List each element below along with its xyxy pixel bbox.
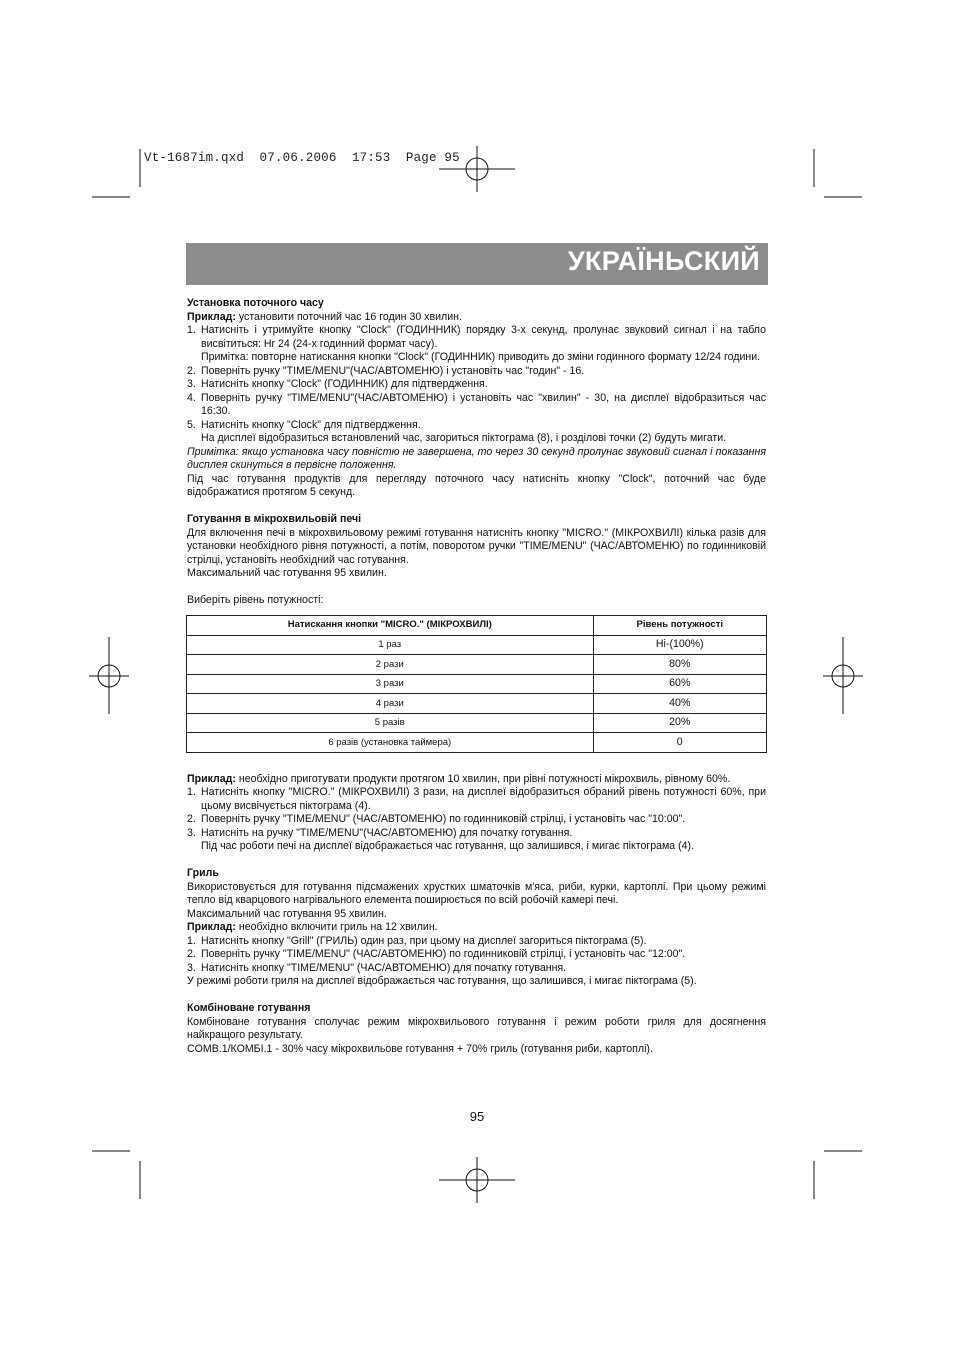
paragraph: Комбіноване готування сполучає режим мікрохвильового готування і режим роботи гриля для досягнення найкращого результату. bbox=[187, 1015, 766, 1041]
step-text: Натисніть і утримуйте кнопку "Clock" (ГОДИННИК) порядку 3-х секунд, пролунає звуковий сигнал і на табло висвітиться: Hr 24 (24-х годинний формат часу). bbox=[201, 324, 766, 350]
italic-note: Примітка: якщо установка часу повністю не завершена, то через 30 секунд пролунає звуковий сигнал і показання дисплея скинуться в первісне положення. bbox=[187, 445, 766, 471]
paragraph: Максимальний час готування 95 хвилин. bbox=[187, 567, 387, 579]
list-item bbox=[187, 962, 766, 976]
step-text: Натисніть кнопку "TIME/MENU" (ЧАС/АВТОМЕНЮ) для початку готування. bbox=[201, 961, 567, 974]
paragraph: Під час готування продуктів для перегляду поточного часу натисніть кнопку "Clock", поточний час буде відображатися протягом 5 секунд. bbox=[187, 472, 766, 498]
registration-mark-left bbox=[89, 637, 129, 714]
list-item bbox=[187, 365, 766, 379]
step-note: Під час роботи печі на дисплеї відображається час готування, що залишився, і мигає піктограма (4). bbox=[201, 840, 695, 852]
list-item bbox=[187, 813, 766, 827]
step-number: 4. bbox=[187, 391, 196, 404]
slug-file: Vt-1687im.qxd bbox=[144, 151, 245, 165]
slug-time: 17:53 bbox=[351, 151, 391, 165]
step-number: 2. bbox=[187, 948, 196, 960]
paragraph: У режимі роботи гриля на дисплеї відображається час готування, що залишився, і мигає піктограма (5). bbox=[187, 975, 697, 987]
table-row bbox=[187, 674, 767, 694]
slug-page: Page 95 bbox=[405, 151, 460, 165]
table-cell: 60% bbox=[593, 674, 766, 694]
step-number: 3. bbox=[187, 826, 196, 839]
language-banner bbox=[186, 243, 768, 285]
step-number: 3. bbox=[187, 378, 196, 390]
table-cell: 0 bbox=[593, 733, 766, 753]
step-number: 5. bbox=[187, 418, 196, 431]
table-row bbox=[187, 655, 767, 675]
step-number: 3. bbox=[187, 961, 196, 974]
list-item bbox=[187, 827, 766, 841]
paragraph: Максимальний час готування 95 хвилин. bbox=[187, 907, 387, 920]
example-grill bbox=[187, 921, 766, 935]
registration-mark-right bbox=[823, 637, 863, 714]
table-row bbox=[187, 713, 767, 733]
step-number: 1. bbox=[187, 324, 196, 336]
section-heading-combi: Комбіноване готування bbox=[187, 1002, 311, 1014]
table-intro: Виберіть рівень потужності: bbox=[187, 594, 324, 606]
example-label: Приклад: bbox=[187, 921, 236, 933]
list-item bbox=[187, 378, 766, 392]
paragraph: Для включення печі в мікрохвильовому режимі готування натисніть кнопку "MICRO." (МІКРОХВИЛІ) кілька разів для установки необхідного рівня потужності, а потім, поворотом ручки "TIME/MENU" (ЧАС/АВТОМЕНЮ) по годинниковій стрілці, установіть необхідний час готування. bbox=[187, 526, 766, 566]
table-cell: 20% bbox=[593, 713, 766, 733]
table-cell: 40% bbox=[593, 694, 766, 714]
step-number: 1. bbox=[187, 934, 196, 947]
example-microwave bbox=[187, 773, 766, 787]
table-header-row bbox=[187, 615, 767, 635]
table-cell: 6 разів (установка таймера) bbox=[187, 733, 594, 753]
example-label: Приклад: bbox=[187, 772, 236, 785]
table-row bbox=[187, 733, 767, 753]
section-heading-grill: Гриль bbox=[187, 867, 219, 879]
example-text: установити поточний час 16 годин 30 хвилин. bbox=[235, 310, 462, 323]
step-text: Поверніть ручку "TIME/MENU" (ЧАС/АВТОМЕНЮ) по годинниковій стрілці, і установіть час "10:00". bbox=[201, 813, 686, 825]
paragraph: COMB.1/КОМБІ.1 - 30% часу мікрохвильове готування + 70% гриль (готування риби, картоплі). bbox=[187, 1042, 653, 1055]
list-item bbox=[187, 392, 766, 419]
registration-mark-top bbox=[439, 146, 515, 192]
registration-mark-bottom bbox=[439, 1157, 515, 1203]
section-heading-clock: Установка поточного часу bbox=[187, 297, 324, 309]
table-cell: 2 рази bbox=[187, 655, 594, 675]
banner-title: УКРАЇНЬСКИЙ bbox=[567, 246, 760, 276]
table-cell: 5 разів bbox=[187, 713, 594, 733]
step-number: 1. bbox=[187, 786, 196, 798]
step-note: На дисплеї відобразиться встановлений час, загориться піктограма (8), і розділові точки (2) будуть мигати. bbox=[201, 432, 727, 444]
step-number: 2. bbox=[187, 364, 196, 377]
step-text: Натисніть кнопку "Clock" (ГОДИННИК) для підтвердження. bbox=[201, 378, 488, 390]
slug-date: 07.06.2006 bbox=[259, 151, 337, 165]
table-row bbox=[187, 694, 767, 714]
step-number: 2. bbox=[187, 813, 196, 825]
column-header-power: Рівень потужності bbox=[593, 615, 766, 635]
step-text: Поверніть ручку "TIME/MENU"(ЧАС/АВТОМЕНЮ) і установіть час "годин" - 16. bbox=[201, 364, 585, 377]
list-item bbox=[187, 786, 766, 813]
step-text: Натисніть кнопку "MICRO." (МІКРОХВИЛІ) 3 рази, на дисплеї відобразиться обраний рівень потужності 60%, при цьому висвічується піктограма (4). bbox=[201, 786, 766, 812]
step-text: Натисніть кнопку "Clock" для підтвердження. bbox=[201, 418, 421, 431]
table-cell: 80% bbox=[593, 655, 766, 675]
step-text: Поверніть ручку "TIME/MENU" (ЧАС/АВТОМЕНЮ) по годинниковій стрілці, і установіть час "12:00". bbox=[201, 948, 686, 960]
step-text: Натисніть на ручку "TIME/MENU"(ЧАС/АВТОМЕНЮ) для початку готування. bbox=[201, 826, 573, 839]
power-level-table bbox=[186, 615, 767, 753]
page-content bbox=[187, 297, 766, 1056]
table-cell: Hi-(100%) bbox=[593, 635, 766, 655]
list-item bbox=[187, 948, 766, 962]
table-cell: 1 раз bbox=[187, 635, 594, 655]
table-cell: 4 рази bbox=[187, 694, 594, 714]
list-item bbox=[187, 419, 766, 433]
section-heading-microwave: Готування в мікрохвильовій печі bbox=[187, 513, 362, 525]
page-number: 95 bbox=[469, 1109, 485, 1124]
step-text: Натисніть кнопку "Grill" (ГРИЛЬ) один раз, при цьому на дисплеї загориться піктограма (5). bbox=[201, 934, 647, 947]
column-header-presses: Натискання кнопки "MICRO." (МІКРОХВИЛІ) bbox=[187, 615, 594, 635]
example-label: Приклад: bbox=[187, 310, 236, 323]
step-note: Примітка: повторне натискання кнопки "Clock" (ГОДИННИК) приводить до зміни годинного формату 12/24 години. bbox=[201, 351, 761, 363]
list-item bbox=[187, 324, 766, 351]
table-row bbox=[187, 635, 767, 655]
example-text: необхідно приготувати продукти протягом 10 хвилин, при рівні потужності мікрохвиль, рівному 60%. bbox=[235, 772, 731, 785]
example-clock bbox=[187, 311, 766, 325]
list-item bbox=[187, 935, 766, 949]
paragraph: Використовується для готування підсмажених хрустких шматочків м'яса, риби, курки, картоплі. При цьому режимі тепло від кварцового нагрівального елемента поширюється по всій робочій камері печі. bbox=[187, 880, 766, 906]
example-text: необхідно включити гриль на 12 хвилин. bbox=[235, 921, 438, 933]
table-cell: 3 рази bbox=[187, 674, 594, 694]
step-text: Поверніть ручку "TIME/MENU"(ЧАС/АВТОМЕНЮ) і установіть час "хвилин" - 30, на дисплеї відобразиться час 16:30. bbox=[201, 391, 766, 417]
